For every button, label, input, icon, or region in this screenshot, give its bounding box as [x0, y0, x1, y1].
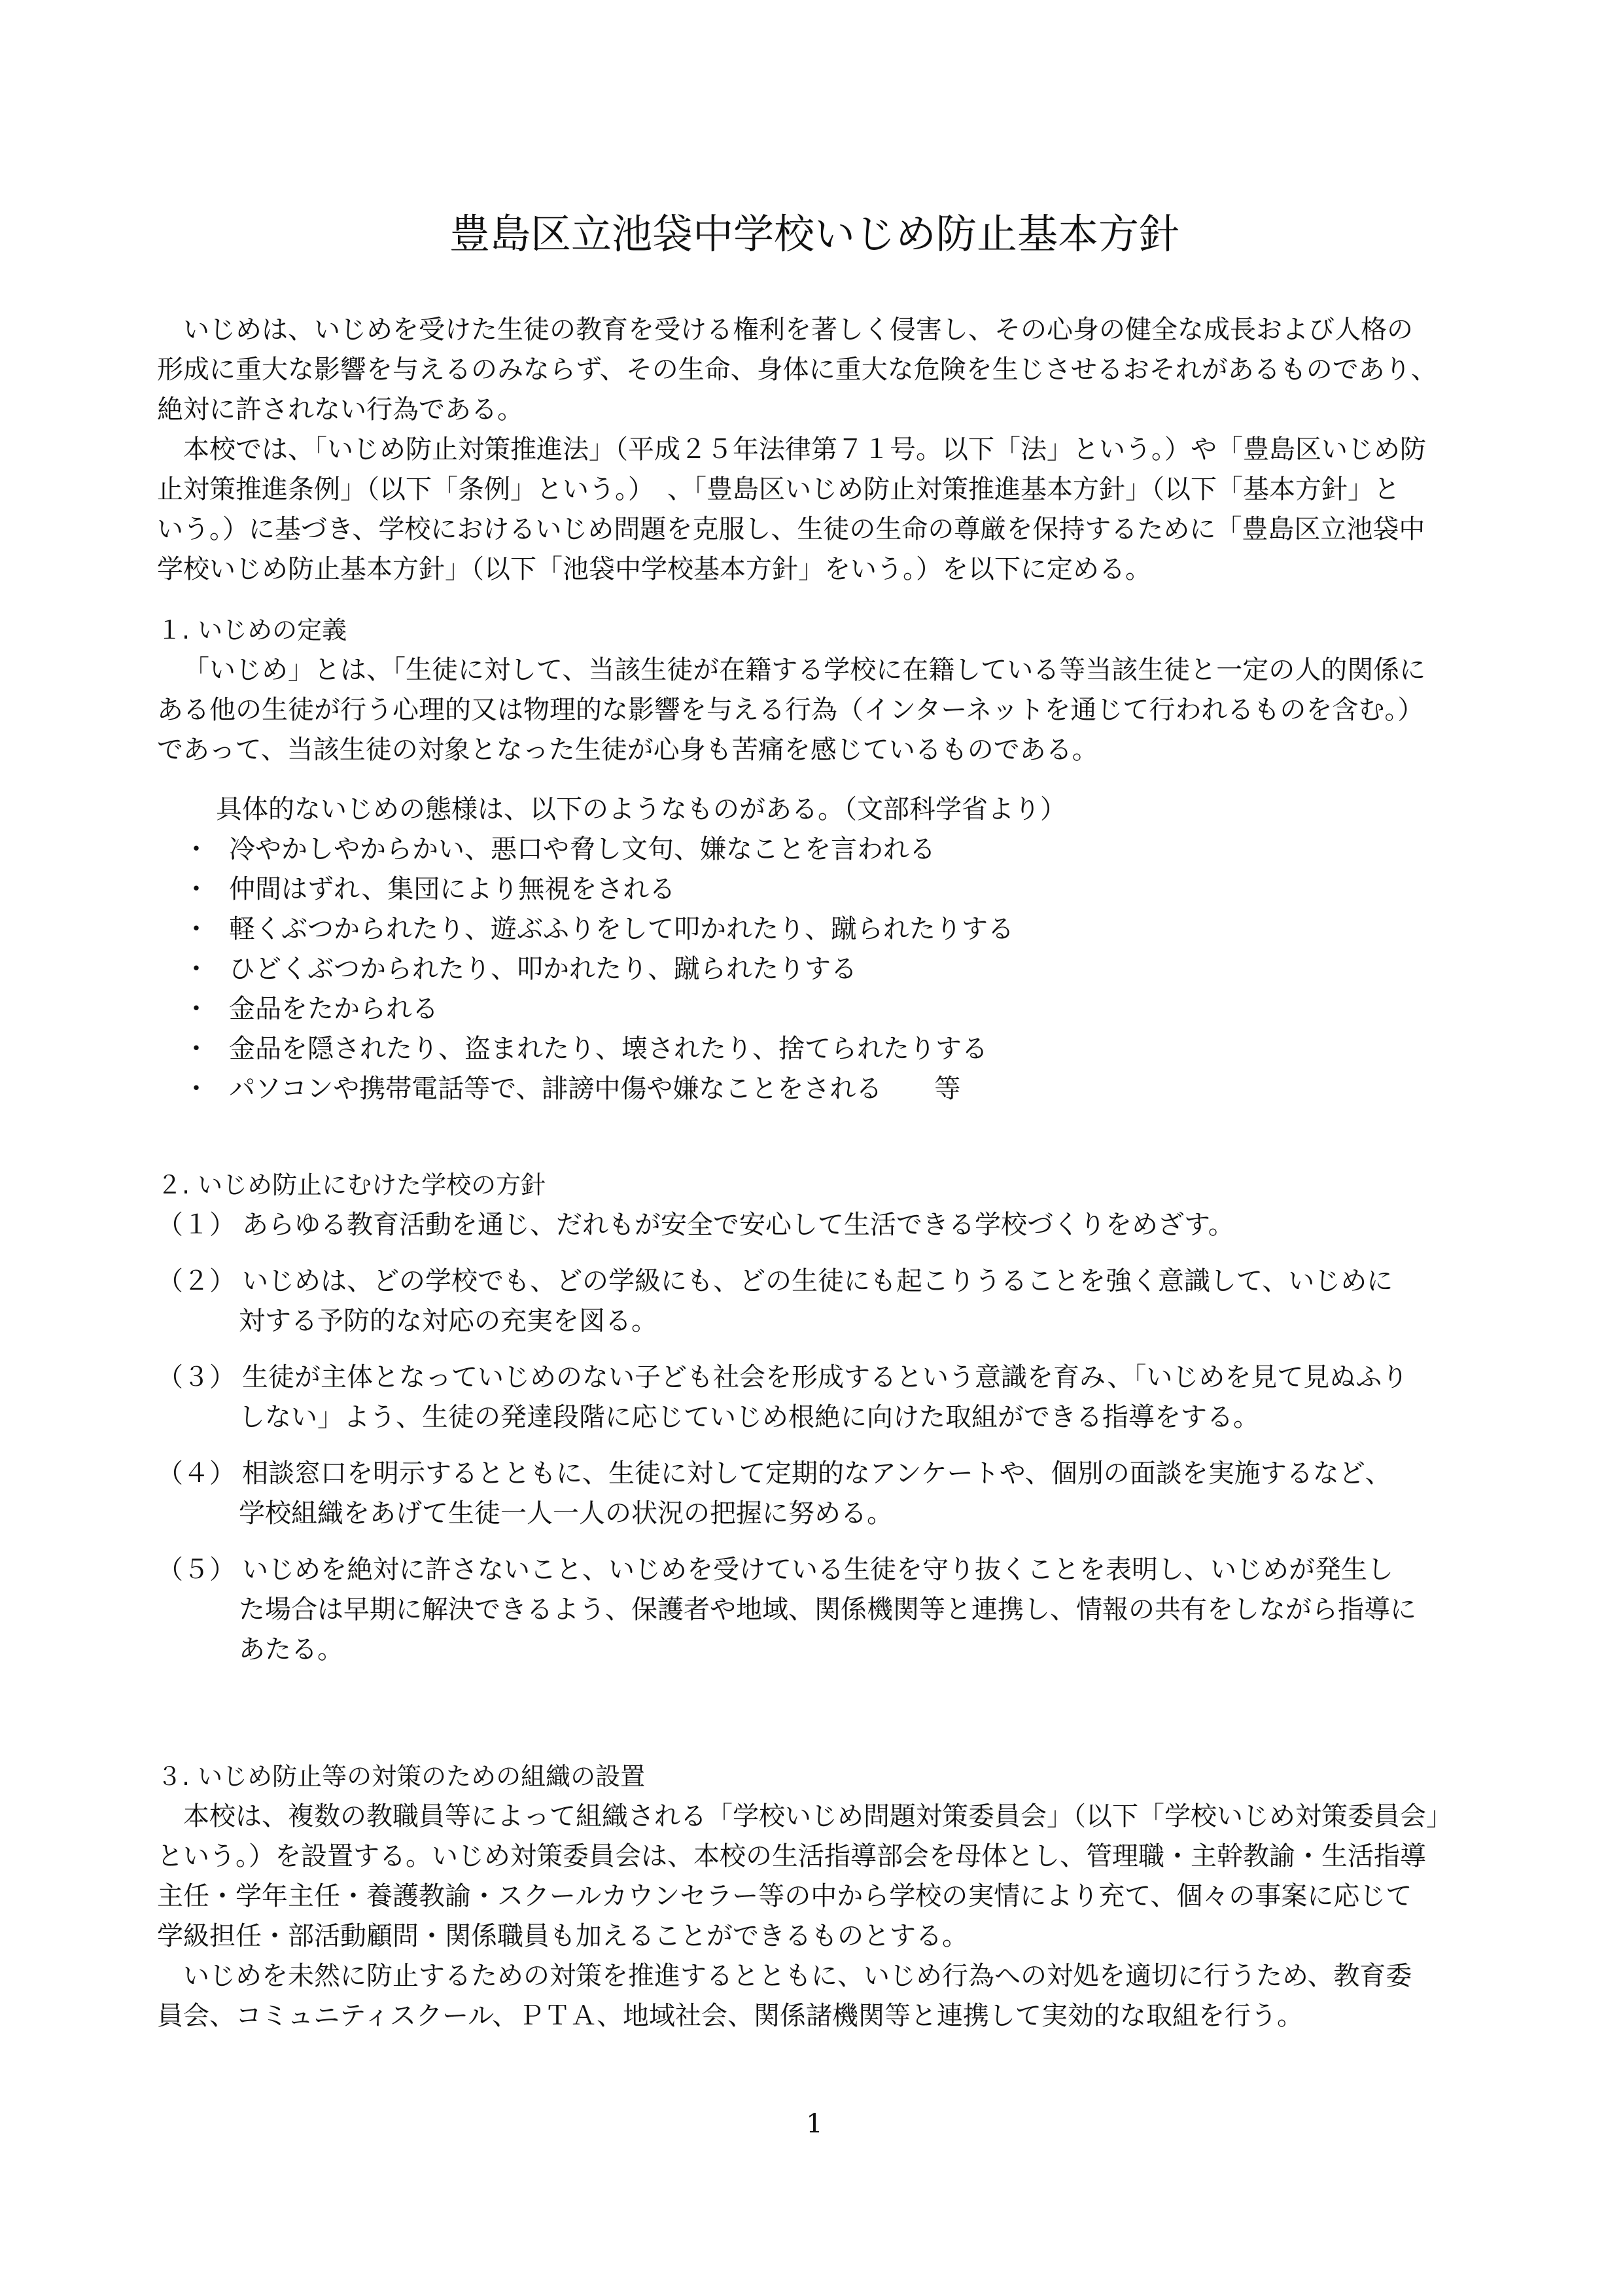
list-item: [183, 1070, 960, 1107]
policy-item-number: （３）: [157, 1362, 236, 1392]
policy-item-text: 生徒が主体となっていじめのない子ども社会を形成するという意識を育み、「いじめを見て見ぬふり: [242, 1362, 1408, 1392]
policy-item-number: （２）: [157, 1266, 236, 1296]
policy-item-text: いじめは、どの学校でも、どの学級にも、どの生徒にも起こりうることを強く意識して、いじめに: [242, 1266, 1393, 1296]
organization-line: という。）を設置する。いじめ対策委員会は、本校の生活指導部会を母体とし、管理職・主幹教諭・生活指導: [157, 1841, 1426, 1871]
definition-line: 「いじめ」とは、「生徒に対して、当該生徒が在籍する学校に在籍している等当該生徒と一定の人的関係に: [183, 655, 1426, 685]
list-item-text: 金品を隠されたり、盗まれたり、壊されたり、捨てられたりする: [229, 1034, 988, 1064]
list-item: [183, 911, 1014, 947]
intro-line: 学校いじめ防止基本方針」（以下「池袋中学校基本方針」をいう。）を以下に定める。: [157, 554, 1151, 584]
policy-item-continuation: 学校組織をあげて生徒一人一人の状況の把握に努める。: [239, 1498, 893, 1528]
policy-item-number: （４）: [157, 1458, 236, 1489]
list-item-text: 冷やかしやからかい、悪口や脅し文句、嫌なことを言われる: [229, 834, 935, 864]
organization-line: 本校は、複数の教職員等によって組織される「学校いじめ問題対策委員会」（以下「学校いじめ対策委員会」: [183, 1801, 1452, 1831]
list-item: [183, 871, 675, 908]
list-item-text: ひどくぶつかられたり、叩かれたり、蹴られたりする: [229, 954, 857, 984]
policy-item-continuation: しない」よう、生徒の発達段階に応じていじめ根絶に向けた取組ができる指導をする。: [239, 1402, 1259, 1432]
list-item-text: 仲間はずれ、集団により無視をされる: [229, 874, 676, 904]
section-heading-organization: ３. いじめ防止等の対策のための組織の設置: [157, 1762, 646, 1791]
page-number: 1: [806, 2109, 823, 2139]
bullet-mark: ・: [183, 914, 209, 944]
document-title: 豊島区立池袋中学校いじめ防止基本方針: [449, 210, 1179, 258]
list-item: [183, 1031, 988, 1067]
list-item: [183, 951, 857, 987]
organization-line: 学級担任・部活動顧問・関係職員も加えることができるものとする。: [157, 1921, 968, 1951]
list-item-text: 軽くぶつかられたり、遊ぶふりをして叩かれたり、蹴られたりする: [229, 914, 1014, 944]
policy-item: [157, 1207, 1234, 1243]
policy-item-continuation: 対する予防的な対応の充実を図る。: [239, 1306, 657, 1336]
policy-item-text: 相談窓口を明示するとともに、生徒に対して定期的なアンケートや、個別の面談を実施するなど、: [242, 1458, 1391, 1489]
bullet-mark: ・: [183, 834, 209, 864]
organization-line: いじめを未然に防止するための対策を推進するとともに、いじめ行為への対処を適切に行うため、教育委: [183, 1961, 1412, 1991]
policy-item-continuation: た場合は早期に解決できるよう、保護者や地域、関係機関等と連携し、情報の共有をしながら指導に: [239, 1595, 1416, 1625]
bullet-mark: ・: [183, 1034, 209, 1064]
intro-line: 形成に重大な影響を与えるのみならず、その生命、身体に重大な危険を生じさせるおそれがあるものであり、: [157, 355, 1437, 385]
list-item-text: パソコンや携帯電話等で、誹謗中傷や嫌なことをされる 等: [229, 1074, 961, 1104]
intro-line: いじめは、いじめを受けた生徒の教育を受ける権利を著しく侵害し、その心身の健全な成長および人格の: [183, 315, 1413, 345]
policy-item-continuation: あたる。: [239, 1634, 343, 1665]
organization-line: 主任・学年主任・養護教諭・スクールカウンセラー等の中から学校の実情により充て、個々の事案に応じて: [157, 1881, 1412, 1911]
policy-item-text: いじめを絶対に許さないこと、いじめを受けている生徒を守り抜くことを表明し、いじめが発生し: [242, 1555, 1393, 1585]
policy-item: [157, 1359, 1408, 1396]
definition-line: であって、当該生徒の対象となった生徒が心身も苦痛を感じているものである。: [157, 735, 1098, 765]
list-item: [183, 991, 438, 1027]
section-heading-definition: １. いじめの定義: [157, 616, 347, 645]
policy-item-text: あらゆる教育活動を通じ、だれもが安全で安心して生活できる学校づくりをめざす。: [242, 1210, 1234, 1240]
policy-item: [157, 1551, 1393, 1588]
document-page: [157, 0, 1472, 2296]
intro-line: 本校では、「いじめ防止対策推進法」（平成２５年法律第７１号。以下「法」という。）や「豊島区いじめ防: [183, 434, 1426, 465]
bullet-mark: ・: [183, 994, 209, 1024]
intro-line: 絶対に許されない行為である。: [157, 395, 523, 425]
bullet-mark: ・: [183, 874, 209, 904]
bullet-mark: ・: [183, 1074, 209, 1104]
section-heading-policy: ２. いじめ防止にむけた学校の方針: [157, 1171, 546, 1199]
definition-line: ある他の生徒が行う心理的又は物理的な影響を与える行為（インターネットを通じて行われるものを含む。）: [157, 695, 1424, 725]
policy-item-number: （５）: [157, 1555, 236, 1585]
list-item: [183, 831, 935, 868]
policy-item: [157, 1455, 1391, 1492]
list-item-text: 金品をたかられる: [229, 994, 438, 1024]
examples-intro: 具体的ないじめの態様は、以下のようなものがある。（文部科学省より）: [216, 794, 1066, 824]
bullet-mark: ・: [183, 954, 209, 984]
intro-line: いう。）に基づき、学校におけるいじめ問題を克服し、生徒の生命の尊厳を保持するために「豊島区立池袋中: [157, 514, 1425, 544]
organization-line: 員会、コミュニティスクール、ＰＴＡ、地域社会、関係諸機関等と連携して実効的な取組を行う。: [157, 2001, 1303, 2031]
intro-line: 止対策推進条例」（以下「条例」という。） 、「豊島区いじめ防止対策推進基本方針」（以下「基本方針」と: [157, 474, 1400, 504]
policy-item: [157, 1263, 1393, 1299]
policy-item-number: （１）: [157, 1210, 236, 1240]
